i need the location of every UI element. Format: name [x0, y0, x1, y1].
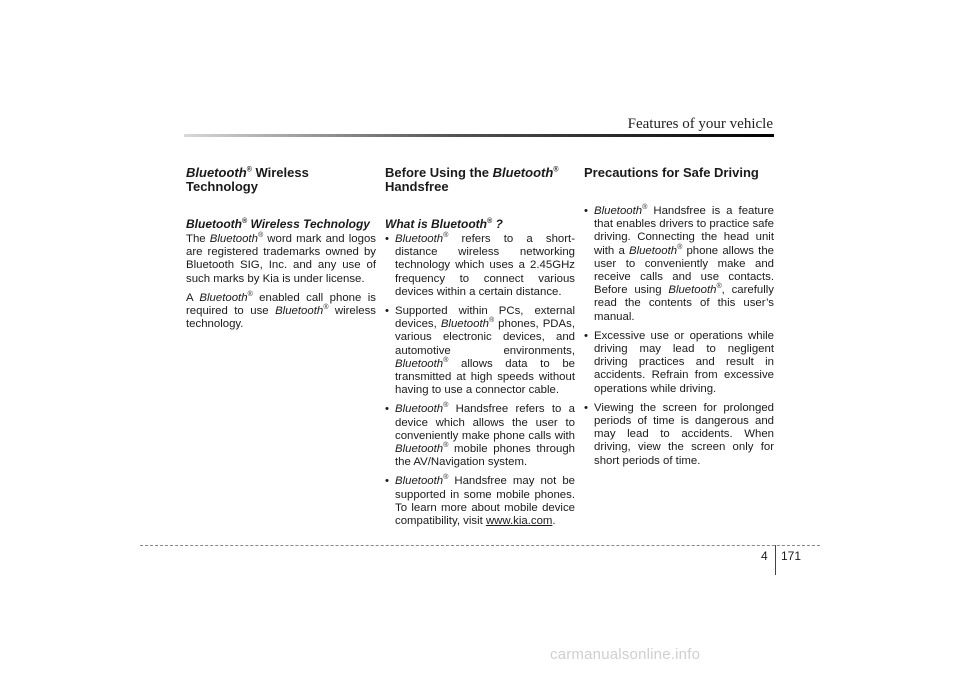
- text: phone allows the user to conveniently make and receive calls and use contacts. Before using: [594, 244, 775, 297]
- brand: Bluetooth: [209, 233, 258, 245]
- text: The: [186, 233, 210, 245]
- section-heading-before-using: [385, 166, 575, 194]
- list-item: [584, 205, 774, 324]
- paragraph-requirement: [186, 292, 376, 332]
- heading-text: Wireless: [251, 165, 309, 180]
- list-item: • Viewing the screen for prolonged periods of time is dangerous and may lead to accidents. When driving, view the screen only for short periods of time.: [584, 402, 774, 468]
- reg-mark: ®: [242, 218, 248, 225]
- text: word mark and logos are registered trademarks owned by Bluetooth SIG, Inc. and any use of such marks by Kia is under license.: [186, 233, 376, 285]
- text: Supported within PCs, external devices,: [395, 305, 575, 331]
- reg-mark: ®: [247, 291, 253, 299]
- reg-mark: ®: [553, 166, 559, 174]
- reg-mark: ®: [488, 317, 495, 325]
- reg-mark: ®: [443, 442, 449, 450]
- text: A: [186, 291, 200, 304]
- sub-text: Wireless Technology: [247, 217, 370, 231]
- page-number-separator: [775, 545, 776, 575]
- list-item: • Excessive use or operations while driving may lead to negligent driving practices and result in accidents. Refrain from excessive operations while driving.: [584, 330, 774, 396]
- page-number: 171: [781, 549, 802, 563]
- sub-text: ?: [492, 217, 503, 231]
- text: Handsfree may not be supported in some mobile phones. To learn more about mobile device compatibility, visit: [395, 475, 575, 528]
- chapter-number: 4: [761, 549, 768, 563]
- sub-text: What is: [385, 217, 432, 231]
- section-heading-precautions: Precautions for Safe Driving: [584, 165, 759, 180]
- column-before-using: [385, 166, 575, 534]
- brand: Bluetooth: [395, 403, 444, 416]
- brand: Bluetooth: [199, 291, 248, 304]
- reg-mark: ®: [246, 166, 252, 174]
- subheading-wireless-technology: [186, 218, 376, 231]
- brand: Bluetooth: [628, 244, 678, 257]
- precautions-list: [584, 205, 774, 468]
- heading-line2: Technology: [186, 179, 258, 194]
- list-item: [385, 305, 575, 397]
- heading-text: Before Using the: [385, 165, 493, 180]
- reg-mark: ®: [443, 402, 449, 410]
- brand: Bluetooth: [395, 233, 444, 245]
- kia-website-link[interactable]: www.kia.com: [485, 515, 553, 528]
- reg-mark: ®: [443, 357, 449, 365]
- brand: Bluetooth: [668, 284, 717, 297]
- text: .: [552, 515, 556, 528]
- list-item: [385, 475, 575, 528]
- list-item: [385, 233, 575, 299]
- reg-mark: ®: [716, 283, 722, 291]
- brand: Bluetooth: [275, 305, 324, 318]
- footer-dashed-rule: [140, 545, 820, 546]
- heading-line2: Handsfree: [385, 179, 449, 194]
- reg-mark: ®: [443, 474, 449, 482]
- reg-mark: ®: [257, 232, 264, 240]
- text: refers to a short-distance wireless networking technology which uses a 2.45GHz frequency to connect various devices within a certain distance.: [395, 233, 575, 298]
- text: Handsfree is a feature that enables drivers to practice safe driving. Connecting the head unit with a: [594, 205, 774, 257]
- header-rule: [184, 134, 774, 137]
- what-is-list: [385, 233, 575, 528]
- brand: Bluetooth: [594, 205, 643, 217]
- subheading-what-is: [385, 218, 575, 231]
- watermark: carmanualsonline.info: [550, 646, 701, 663]
- paragraph-trademark: [186, 233, 376, 286]
- text: phones, PDAs, various electronic devices, and automotive environments,: [395, 318, 575, 357]
- reg-mark: ®: [323, 304, 329, 312]
- brand: Bluetooth: [395, 443, 444, 456]
- text: mobile phones through the AV/Navigation system.: [395, 443, 575, 469]
- brand: Bluetooth: [395, 475, 444, 488]
- reg-mark: ®: [487, 218, 493, 225]
- sub-brand: Bluetooth: [186, 217, 242, 231]
- text: enabled call phone is required to use: [186, 291, 376, 318]
- heading-brand: Bluetooth: [492, 165, 554, 180]
- text: Handsfree refers to a device which allows the user to conveniently make phone calls with: [395, 403, 575, 442]
- sub-brand: Bluetooth: [431, 217, 488, 231]
- text: , carefully read the contents of this user’s manual.: [594, 284, 775, 323]
- heading-brand: Bluetooth: [186, 165, 247, 180]
- list-item: [385, 403, 575, 469]
- page-header-title: Features of your vehicle: [627, 116, 773, 132]
- column-precautions: [584, 166, 774, 474]
- reg-mark: ®: [677, 243, 683, 251]
- column-bluetooth-technology: [186, 166, 376, 337]
- reg-mark: ®: [443, 232, 449, 240]
- text: wireless technology.: [186, 305, 377, 331]
- section-heading-bluetooth-wireless: [186, 166, 376, 194]
- reg-mark: ®: [642, 204, 648, 212]
- brand: Bluetooth: [395, 357, 444, 370]
- text: allows data to be transmitted at high speeds without having to use a connector cable.: [395, 357, 575, 397]
- brand: Bluetooth: [440, 318, 489, 331]
